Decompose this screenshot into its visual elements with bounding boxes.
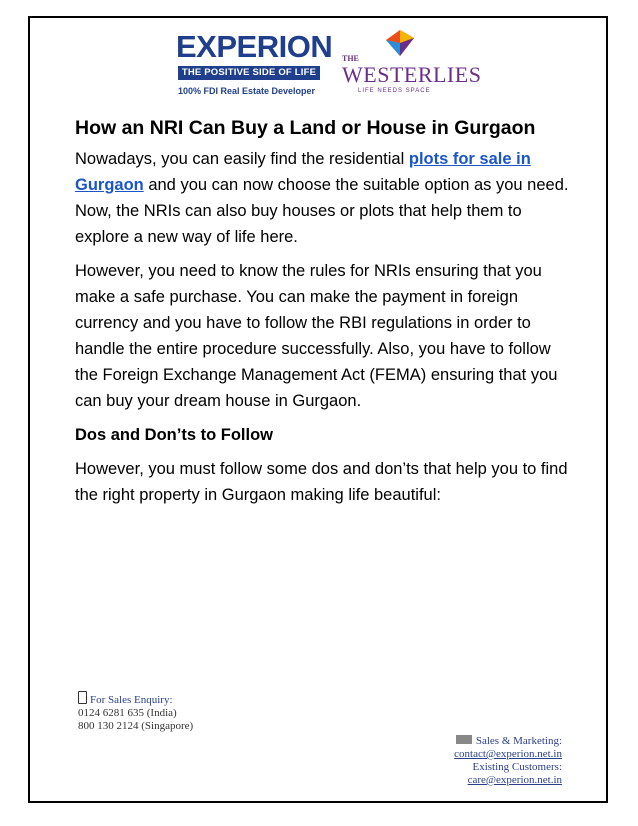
westerlies-the: THE bbox=[342, 54, 359, 63]
experion-logo-subtitle: 100% FDI Real Estate Developer bbox=[178, 86, 316, 96]
sales-enquiry-label: For Sales Enquiry: bbox=[90, 694, 173, 706]
article-content bbox=[75, 112, 575, 516]
plots-for-sale-link[interactable]: plots for sale in Gurgaon bbox=[75, 150, 531, 194]
sales-marketing-label: Sales & Marketing: bbox=[475, 735, 562, 747]
sales-enquiry-block bbox=[78, 691, 193, 733]
experion-logo-tagline: THE POSITIVE SIDE OF LIFE bbox=[178, 66, 320, 80]
experion-logo bbox=[176, 28, 333, 108]
westerlies-logo bbox=[336, 28, 482, 108]
mail-icon bbox=[456, 735, 472, 744]
experion-logo-word: EXPERION bbox=[176, 29, 333, 64]
article-title: How an NRI Can Buy a Land or House in Gurgaon bbox=[75, 117, 536, 139]
paragraph-intro-start: Nowadays, you can easily find the residential bbox=[75, 150, 409, 168]
existing-customers-label: Existing Customers: bbox=[472, 761, 562, 773]
paragraph-rules: However, you need to know the rules for NRIs ensuring that you make a safe purchase. You can make the payment in foreign currency and you have to follow the RBI regulations in order to handle the entire procedure successfully. Also, you have to follow the Foreign Exchange Management Act (FEMA) ensuring that you can buy your dream house in Gurgaon. bbox=[75, 262, 558, 410]
contact-block bbox=[362, 735, 562, 787]
kite-icon bbox=[386, 30, 414, 56]
paragraph-intro-end: and you can now choose the suitable option as you need. Now, the NRIs can also buy houses or plots that help them to explore a new way of life here. bbox=[75, 176, 569, 246]
section-heading: Dos and Don’ts to Follow bbox=[75, 426, 273, 444]
westerlies-tagline: LIFE NEEDS SPACE bbox=[358, 88, 431, 94]
phone-singapore: 800 130 2124 (Singapore) bbox=[78, 720, 194, 732]
paragraph-intro bbox=[75, 146, 575, 250]
sales-email-link[interactable]: contact@experion.net.in bbox=[454, 748, 562, 760]
phone-icon bbox=[78, 691, 87, 704]
paragraph-dos: However, you must follow some dos and don’ts that help you to find the right property in Gurgaon making life beautiful: bbox=[75, 460, 568, 504]
phone-india: 0124 6281 635 (India) bbox=[78, 707, 177, 719]
westerlies-name: WESTERLIES bbox=[342, 62, 482, 87]
header-logos bbox=[176, 28, 482, 108]
care-email-link[interactable]: care@experion.net.in bbox=[467, 774, 562, 786]
